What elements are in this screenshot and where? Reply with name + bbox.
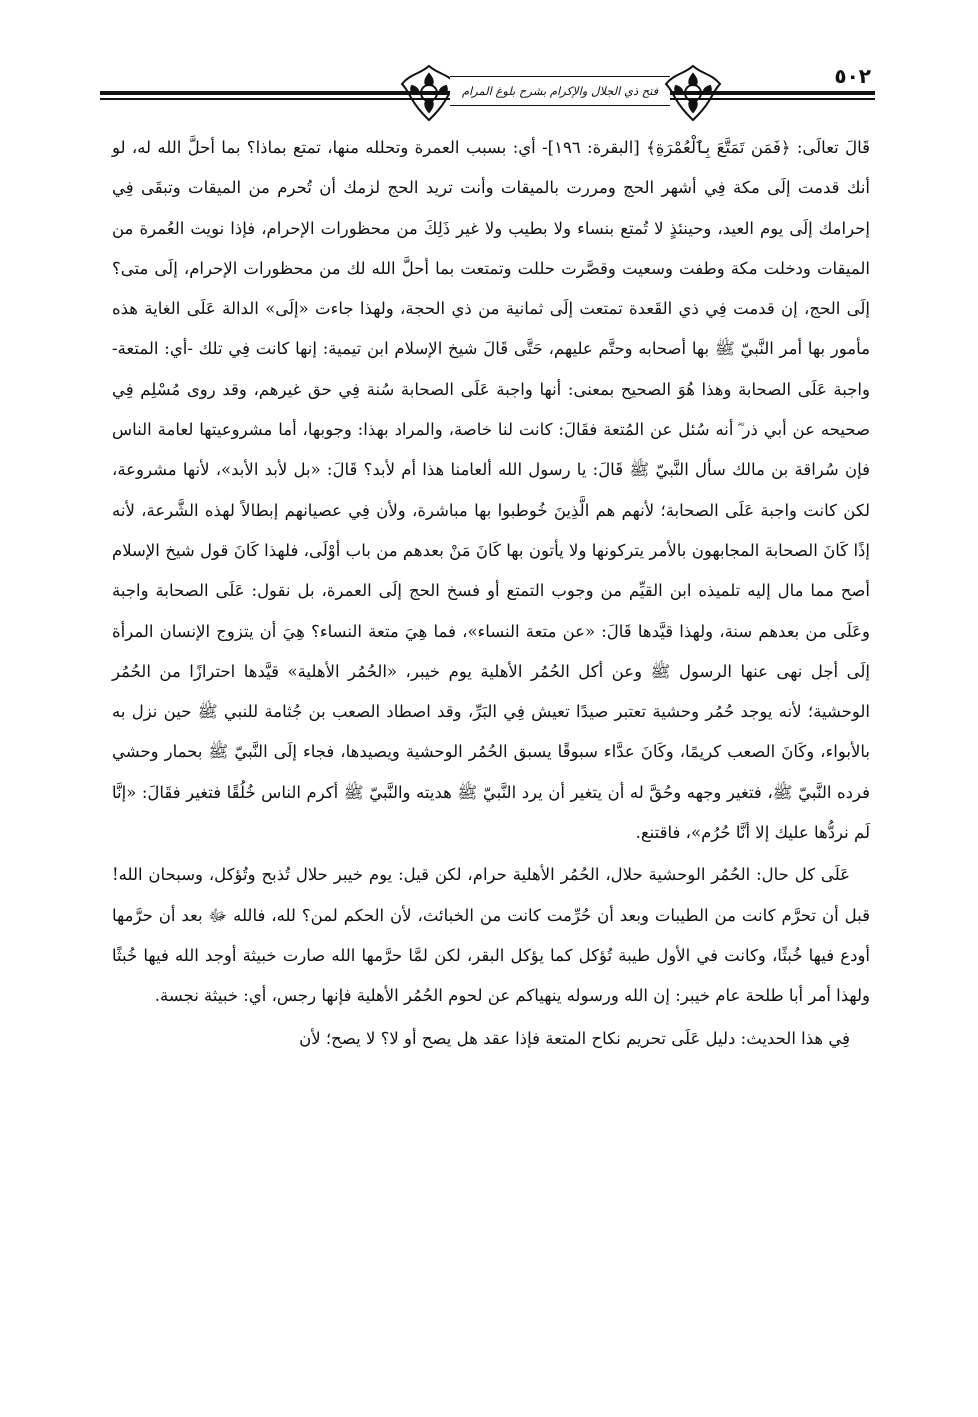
page-number: ٥٠٢ (834, 64, 871, 88)
page-body (112, 128, 870, 1059)
header-banner (450, 76, 670, 106)
paragraph-3: فِي هذا الحديث: دليل عَلَى تحريم نكاح المتعة فإذا عقد هل يصح أو لا؟ لا يصح؛ لأن (299, 1028, 850, 1048)
right-ornament-icon (662, 62, 724, 124)
book-title: فتح ذي الجلال والإكرام بشرح بلوغ المرام (461, 84, 659, 98)
page-header (100, 62, 875, 124)
paragraph-2: عَلَى كل حال: الحُمُر الوحشية حلال، الحُمُر الأهلية حرام، لكن قيل: يوم خيبر حلال تُذبح وتُؤكل، وسبحان الله! قبل أن تحرَّم كانت من الطيبات وبعد أن حُرِّمت كانت من الخبائث، لأن الحكم لمن؟ لله، فالله ﷻ بعد أن حرَّمها أودع فيها خُبثًا، وكانت في الأول طيبة تُؤكل كما يؤكل البقر، لكن لمَّا حرَّمها الله صارت خبيثة أوجد الله فيها خُبثًا ولهذا أمر أبا طلحة عام خيبر: إن الله ورسوله ينهياكم عن لحوم الحُمُر الأهلية فإنها رجس، أي: خبيثة نجسة. (112, 865, 870, 1006)
paragraph-1: قَالَ تعالَى: ﴿فَمَن تَمَتَّعَ بِٱلْعُمْرَةِ﴾ [البقرة: ١٩٦]- أي: بسبب العمرة وتحلله منها، تمتع بماذا؟ بما أحلَّ الله له، لو أنك قدمت إلَى مكة فِي أشهر الحج ومررت بالميقات وأنت تريد الحج لزمك أن تُحرم من الميقات وتبقَى فِي إحرامك إلَى يوم العيد، وحينئذٍ لا تُمتع بنساء ولا بطيب ولا غير ذَلِكَ من محظورات الإحرام، فإذا نويت العُمرة من الميقات ودخلت مكة وطفت وسعيت وقصَّرت حللت وتمتعت بما أحلَّ الله لك من محظورات الإحرام، إلَى متى؟ إلَى الحج، إن قدمت فِي ذي القَعدة تمتعت إلَى ثمانية من ذي الحجة، ولهذا جاءت «إلَى» الدالة عَلَى الغاية هذه مأمور بها أمر النَّبيّ ﷺ بها أصحابه وحتَّم عليهم، حَتَّى قَالَ شيخ الإسلام ابن تيمية: إنها كانت فِي تلك -أي: المتعة- واجبة عَلَى الصحابة وهذا هُوَ الصحيح بمعنى: أنها واجبة عَلَى الصحابة سُنة فِي حق غيرهم، وقد روى مُسْلِم فِي صحيحه عن أبي ذر ؓ أنه سُئل عن المُتعة فقَالَ: كانت لنا خاصة، والمراد بهذا: وجوبها، أما مشروعيتها لعامة الناس فإن سُراقة بن مالك سأل النَّبيّ ﷺ قَالَ: يا رسول الله ألعامنا هذا أم لأبد؟ قَالَ: «بل لأبد الأبد»، لأنها مشروعة، لكن كانت واجبة عَلَى الصحابة؛ لأنهم هم الَّذِينَ خُوطبوا بها مباشرة، ولأن فِي عصيانهم إبطالاً لهذه الشَّرعة، لأنه إذًا كَانَ الصحابة المجابهون بالأمر يتركونها ولا يأتون بها كَانَ مَنْ بعدهم من باب أوْلَى، فلهذا كَانَ قول شيخ الإسلام أصح مما مال إليه تلميذه ابن القيِّم من وجوب التمتع أو فسخ الحج إلَى العمرة، بل نقول: عَلَى الصحابة واجبة وعَلَى من بعدهم سنة، ولهذا قيَّدها قَالَ: «عن متعة النساء»، فما هِيَ متعة النساء؟ هِيَ أن يتزوج الإنسان المرأة إلَى أجل نهى عنها الرسول ﷺ وعن أكل الحُمُر الأهلية يوم خيبر، «الحُمُر الأهلية» قيَّدها احترازًا من الحُمُر الوحشية؛ لأنه يوجد حُمُر وحشية تعتبر صيدًا تعيش فِي البَرِّ، وقد اصطاد الصعب بن جُثامة للنبي ﷺ حين نزل به بالأبواء، وكَانَ الصعب كريمًا، وكَانَ عدَّاء سبوقًا يسبق الحُمُر الوحشية ويصيدها، فجاء إلَى النَّبيّ ﷺ بحمار وحشي فرده النَّبيّ ﷺ، فتغير وجهه وحُقَّ له أن يتغير أن يرد النَّبيّ ﷺ هديته والنَّبيّ ﷺ أكرم الناس خُلُقًا فتغير فقَالَ: «إنَّا لَم نردُّها عليك إلا أنَّا حُرُم»، فاقتنع. (112, 138, 871, 843)
